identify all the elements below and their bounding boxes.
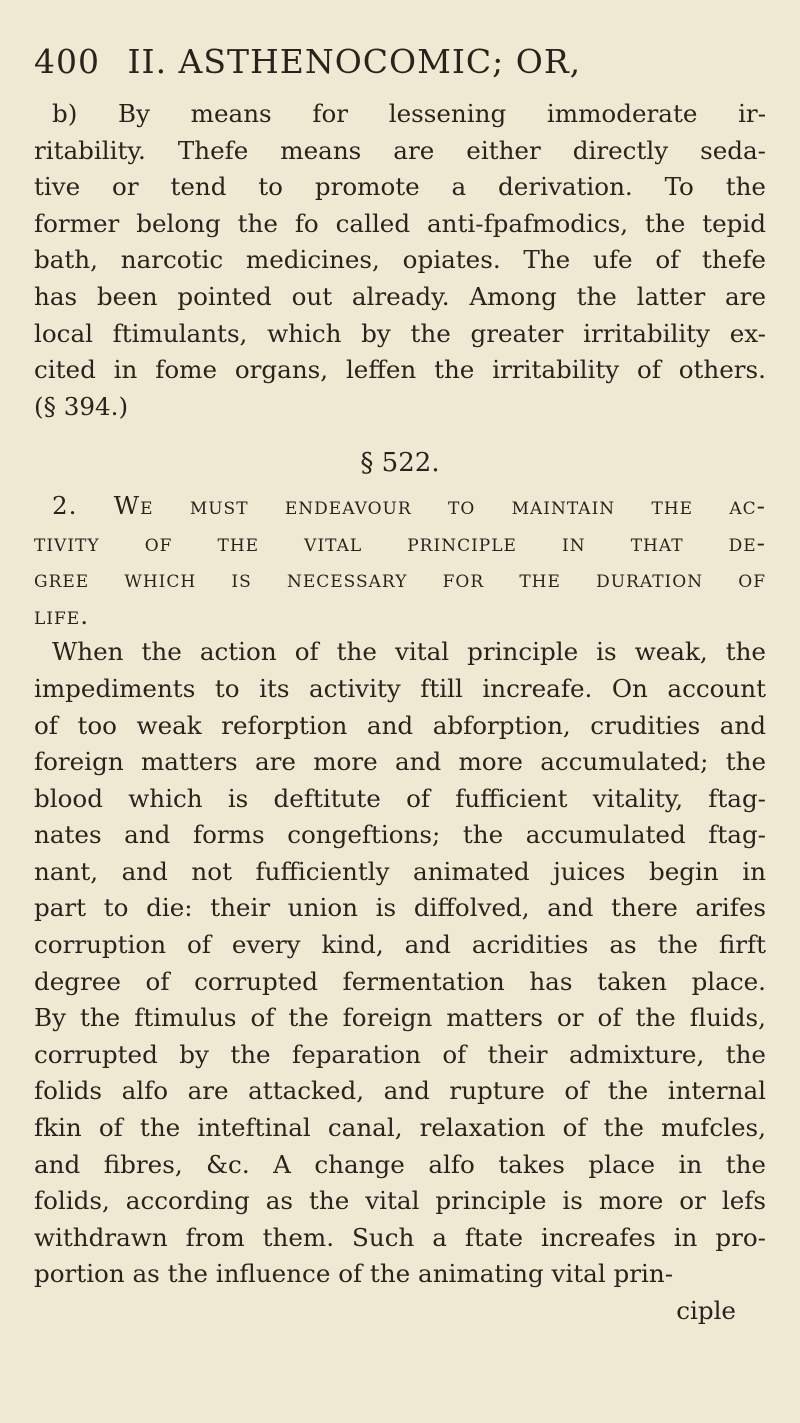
- text-line: tive or tend to promote a derivation. To the: [34, 172, 766, 202]
- text-line: cited in fome organs, leffen the irritability of others.: [34, 355, 766, 385]
- text-line: local ftimulants, which by the greater irritability ex-: [34, 318, 766, 348]
- text-line: When the action of the vital principle is weak, the: [52, 637, 766, 667]
- text-line: 2. We must endeavour to maintain the ac-: [52, 490, 766, 520]
- text-line: nant, and not fufficiently animated juices begin in: [34, 856, 766, 886]
- text-line: b) By means for lessening immoderate ir-: [52, 99, 766, 128]
- text-line: folids, according as the vital principle is more or lefs: [34, 1186, 766, 1216]
- text-line: and fibres, &c. A change alfo takes place in the: [34, 1149, 766, 1179]
- text-line: foreign matters are more and more accumulated; the: [34, 747, 766, 777]
- running-header: [34, 42, 774, 81]
- text-line: tivity of the vital principle in that de-: [34, 527, 766, 557]
- text-line: ritability. Thefe means are either directly seda-: [34, 135, 766, 165]
- text-line: By the ftimulus of the foreign matters or of the fluids,: [34, 1003, 766, 1033]
- text-line: has been pointed out already. Among the latter are: [34, 281, 766, 311]
- text-line: bath, narcotic medicines, opiates. The ufe of thefe: [34, 245, 766, 275]
- text-line: fkin of the inteftinal canal, relaxation of the mufcles,: [34, 1113, 766, 1143]
- text-line: part to die: their union is diffolved, and there arifes: [34, 893, 766, 923]
- text-line: (§ 394.): [34, 391, 129, 421]
- text-line: impediments to its activity ftill increafe. On account: [34, 673, 766, 703]
- text-line: portion as the influence of the animating vital prin-: [34, 1259, 674, 1289]
- paragraph-b: [34, 96, 766, 425]
- text-line: corruption of every kind, and acridities as the firft: [34, 930, 766, 960]
- text-line: degree of corrupted fermentation has taken place.: [34, 966, 766, 996]
- text-line: folids alfo are attacked, and rupture of the internal: [34, 1076, 766, 1106]
- section-mark: § 522.: [360, 448, 440, 479]
- text-line: of too weak reforption and abforption, crudities and: [34, 710, 766, 740]
- catchword: ciple: [676, 1296, 736, 1325]
- section-heading: [34, 488, 766, 634]
- text-line: blood which is deftitute of fufficient vitality, ftag-: [34, 783, 766, 813]
- text-line: former belong the fo called anti-fpafmodics, the tepid: [34, 208, 766, 238]
- running-title: II. ASTHENOCOMIC; OR,: [127, 42, 582, 81]
- text-line: life.: [34, 600, 90, 630]
- text-line: corrupted by the feparation of their admixture, the: [34, 1039, 766, 1069]
- page-body: [34, 96, 766, 1330]
- text-line: nates and forms congeftions; the accumulated ftag-: [34, 820, 766, 850]
- text-line: gree which is necessary for the duration of: [34, 564, 766, 594]
- main-paragraph: [34, 634, 766, 1293]
- page-number: 400: [34, 42, 100, 81]
- text-line: withdrawn from them. Such a ftate increafes in pro-: [34, 1222, 766, 1252]
